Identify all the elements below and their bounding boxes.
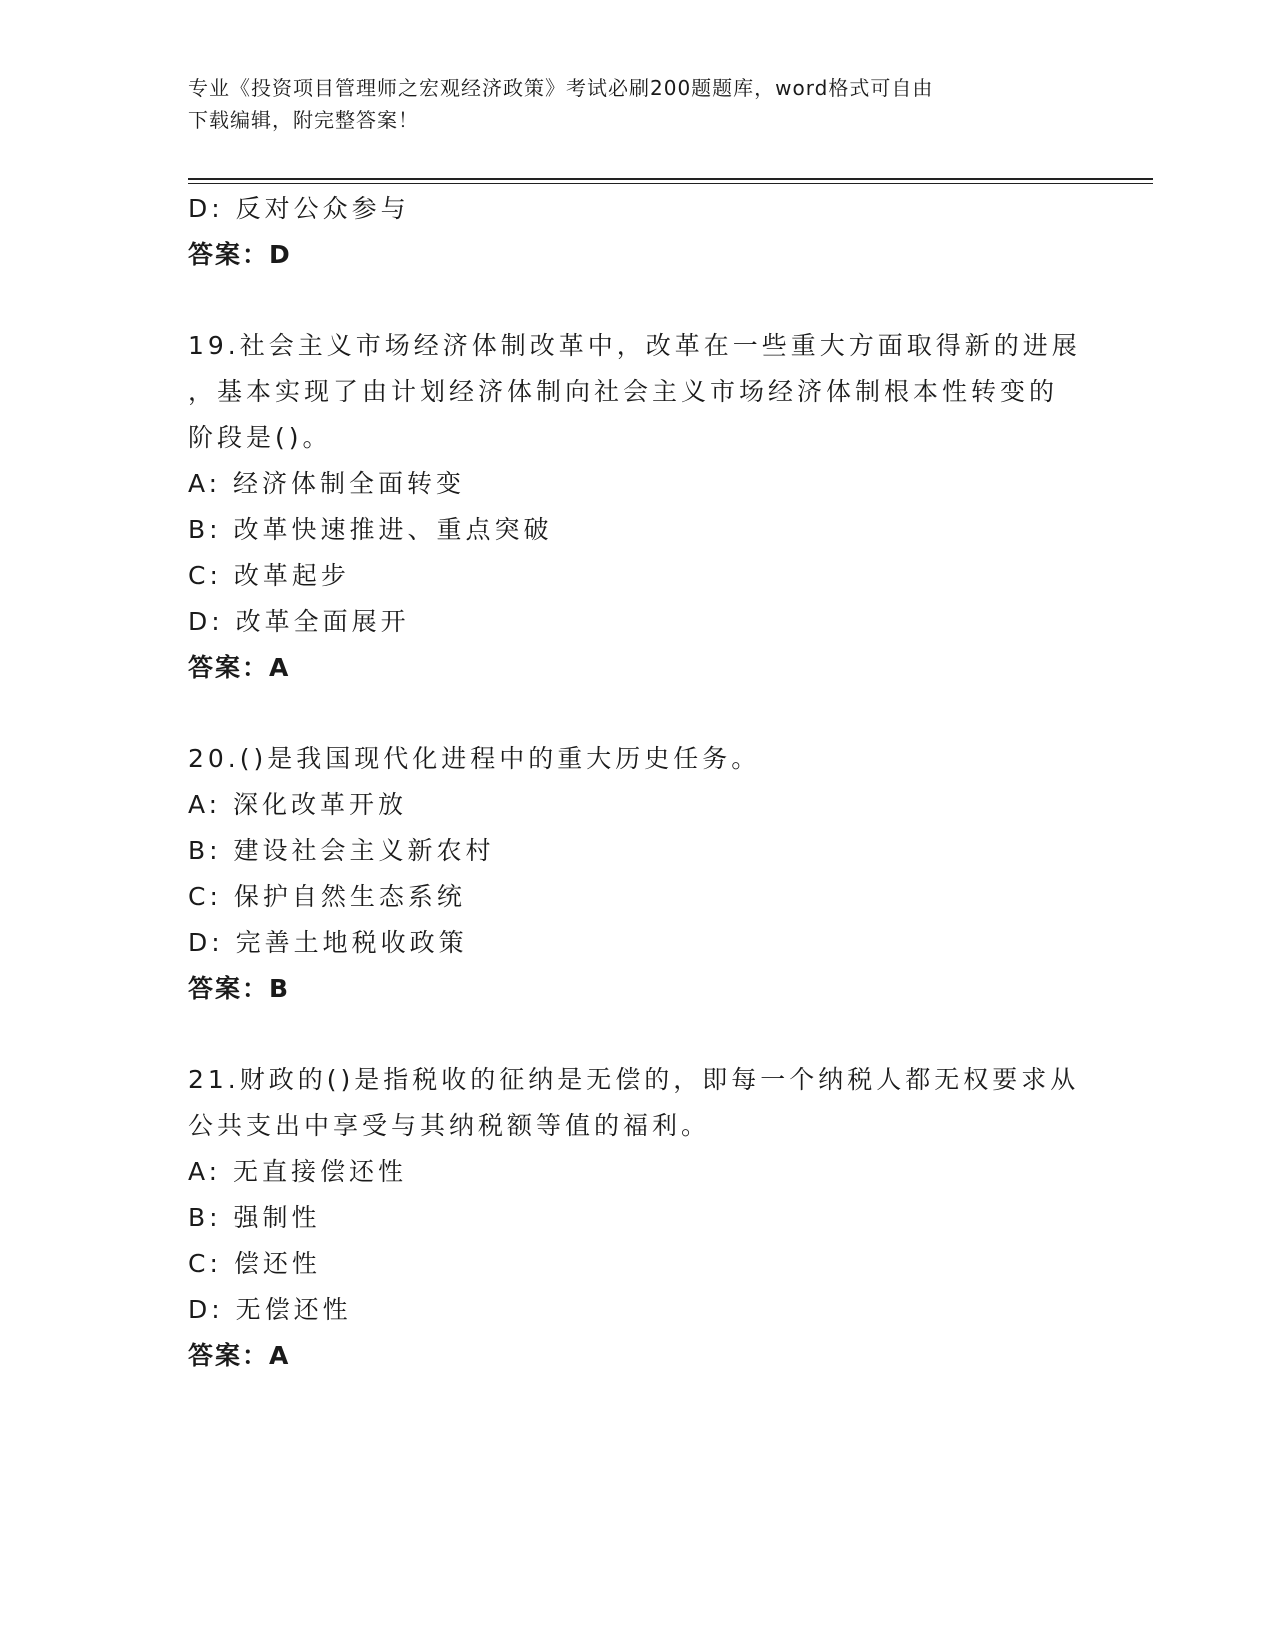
question-text-line: 公共支出中享受与其纳税额等值的福利。 <box>188 1111 711 1140</box>
question-19 <box>188 323 1088 691</box>
header-rule-thin <box>188 183 1153 184</box>
option-d: D: 反对公众参与 <box>188 194 410 223</box>
header-line-1: 专业《投资项目管理师之宏观经济政策》考试必刷200题题库，word格式可自由 <box>188 76 934 100</box>
option-a: A: 无直接偿还性 <box>188 1157 408 1186</box>
question-20 <box>188 736 1088 1012</box>
question-text-line: 阶段是()。 <box>188 423 332 452</box>
answer: 答案：D <box>188 240 292 269</box>
answer: 答案：A <box>188 653 291 682</box>
question-text-line: 20.()是我国现代化进程中的重大历史任务。 <box>188 744 761 773</box>
answer: 答案：B <box>188 974 291 1003</box>
question-text-line: 21.财政的()是指税收的征纳是无偿的，即每一个纳税人都无权要求从 <box>188 1065 1080 1094</box>
question-text-line: ，基本实现了由计划经济体制向社会主义市场经济体制根本性转变的 <box>188 377 1059 406</box>
answer: 答案：A <box>188 1341 291 1370</box>
header-rule-thick <box>188 178 1153 180</box>
option-a: A: 经济体制全面转变 <box>188 469 466 498</box>
option-b: B: 强制性 <box>188 1203 321 1232</box>
option-d: D: 完善土地税收政策 <box>188 928 468 957</box>
question-21 <box>188 1057 1088 1379</box>
question-text-line: 19.社会主义市场经济体制改革中，改革在一些重大方面取得新的进展 <box>188 331 1081 360</box>
document-header <box>188 72 1068 136</box>
option-d: D: 改革全面展开 <box>188 607 410 636</box>
option-c: C: 保护自然生态系统 <box>188 882 466 911</box>
option-b: B: 建设社会主义新农村 <box>188 836 495 865</box>
option-a: A: 深化改革开放 <box>188 790 408 819</box>
option-d: D: 无偿还性 <box>188 1295 352 1324</box>
question-list <box>188 186 1088 1379</box>
option-c: C: 改革起步 <box>188 561 350 590</box>
option-b: B: 改革快速推进、重点突破 <box>188 515 553 544</box>
header-line-2: 下载编辑，附完整答案！ <box>188 108 419 132</box>
option-c: C: 偿还性 <box>188 1249 321 1278</box>
question-18-tail <box>188 186 1088 278</box>
